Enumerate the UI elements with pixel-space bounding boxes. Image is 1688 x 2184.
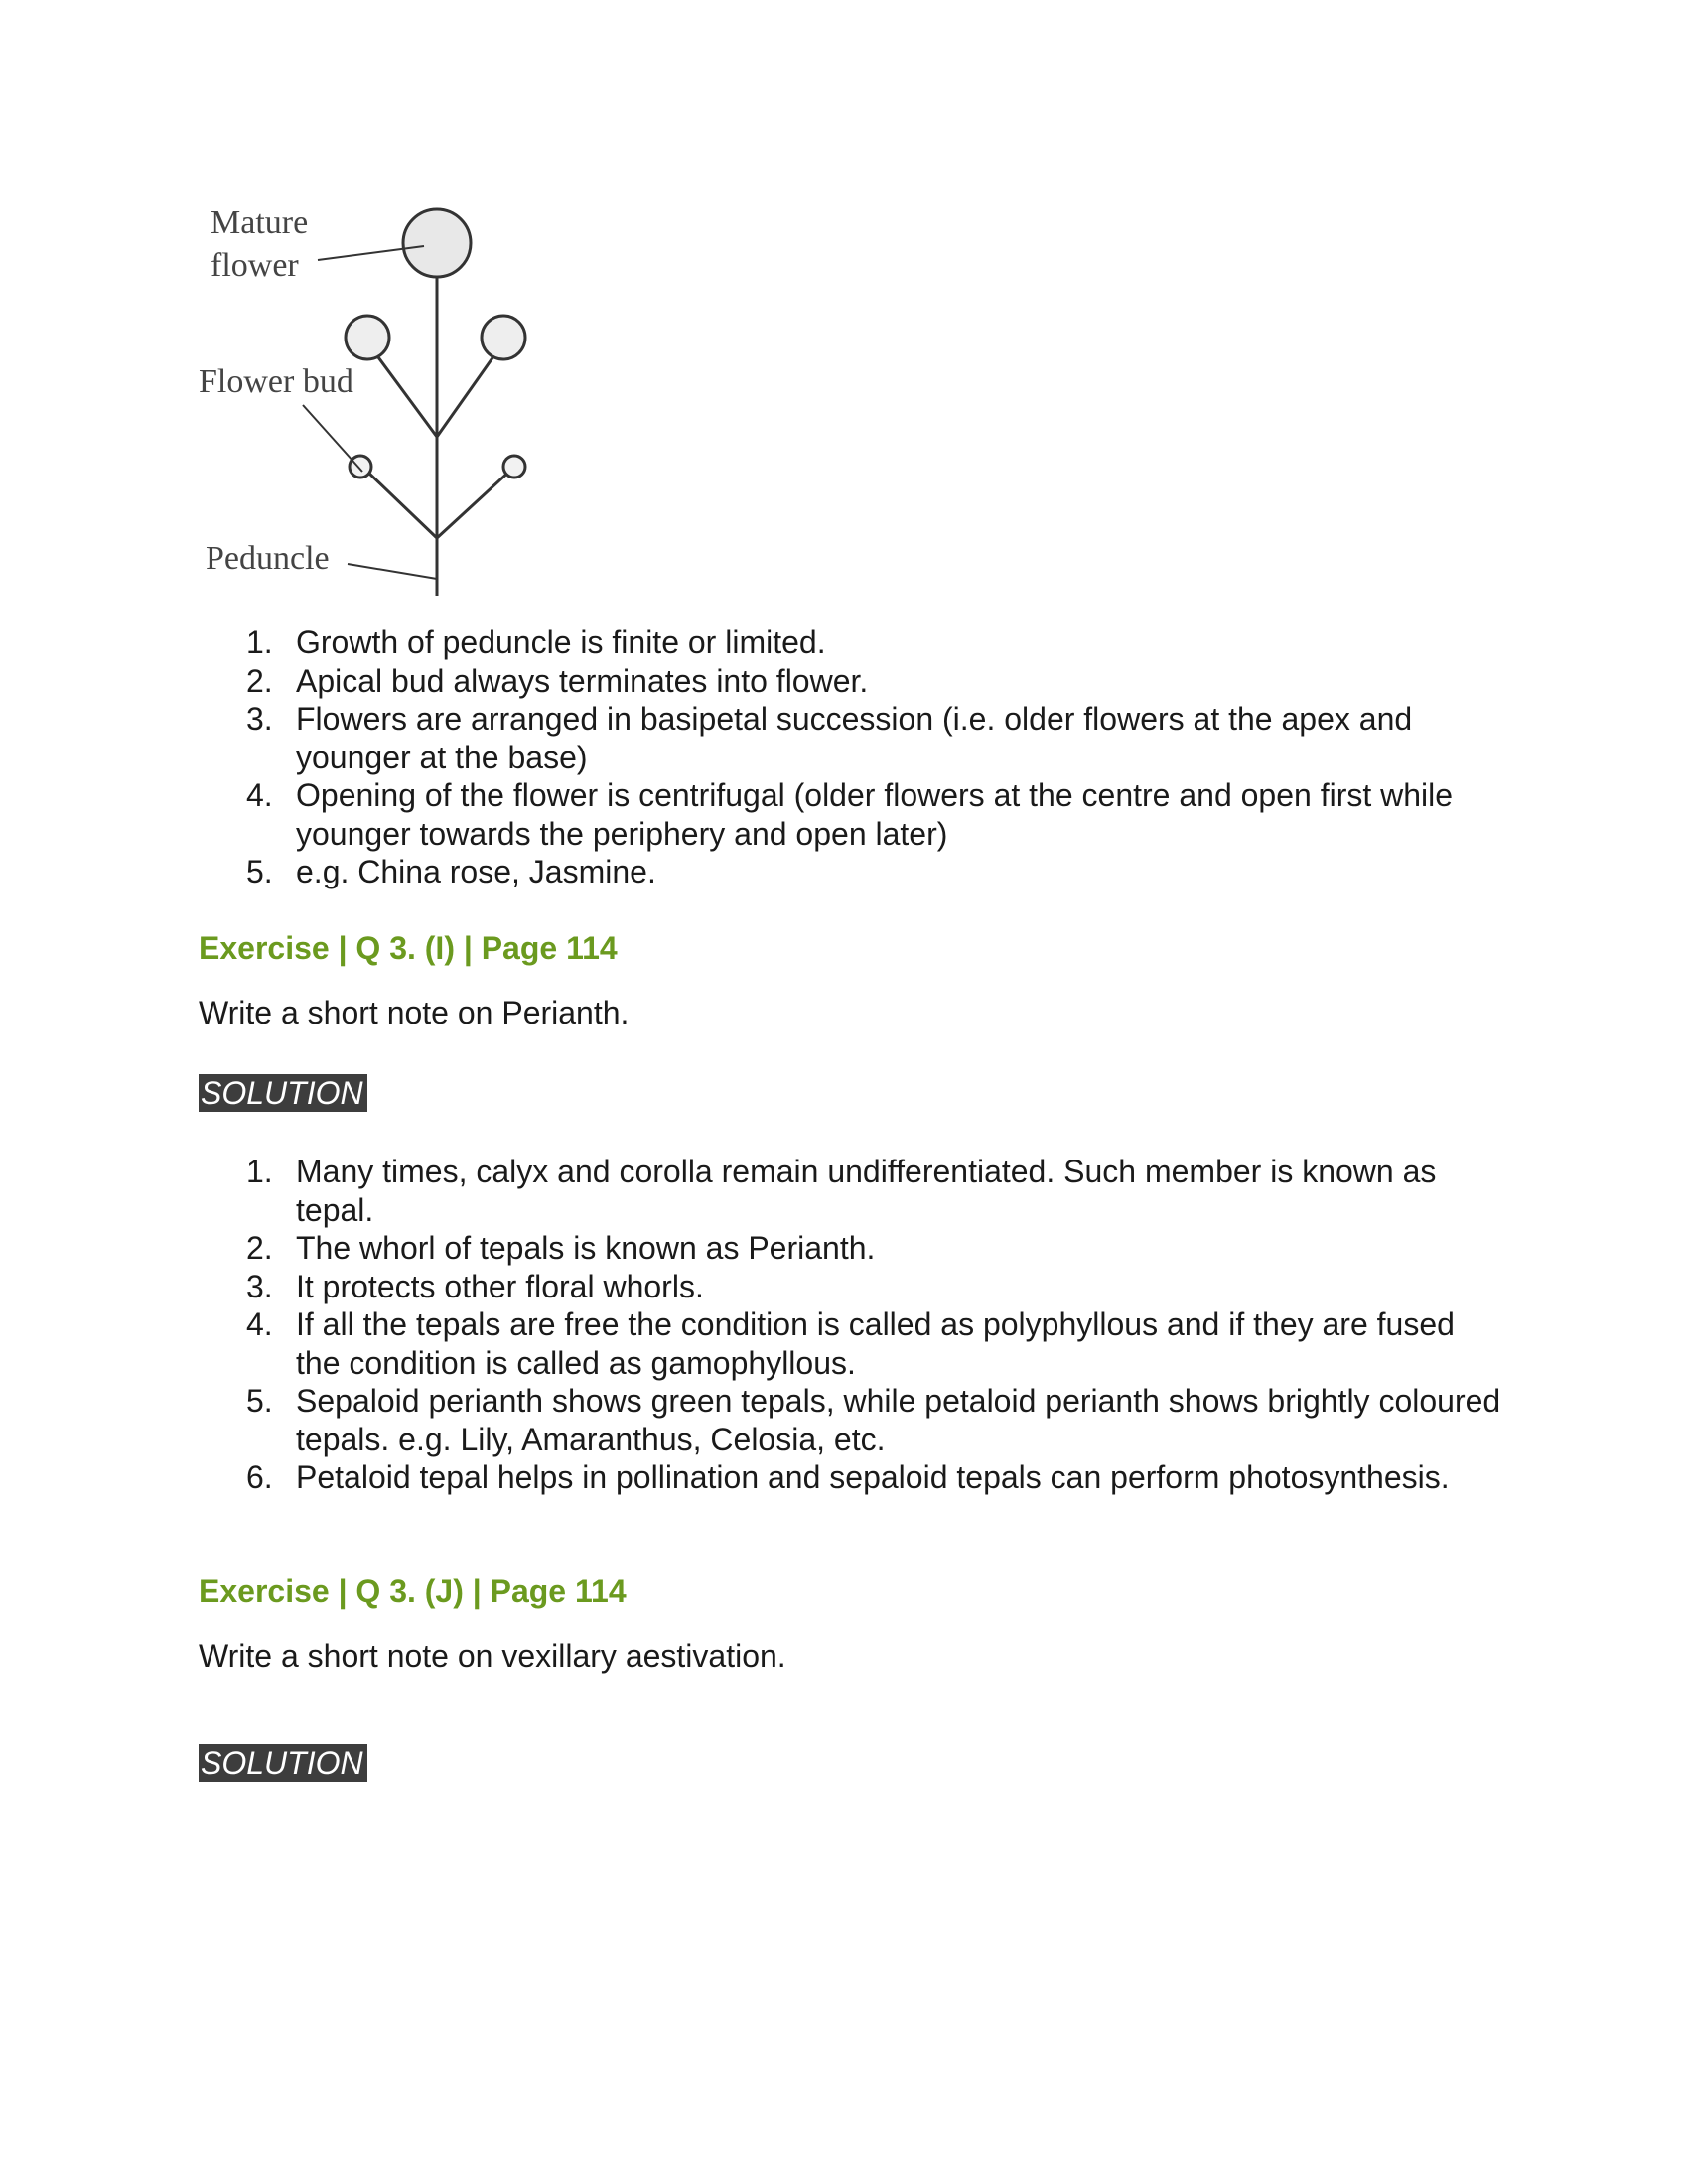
exercise-heading-q3j[interactable]: Exercise | Q 3. (J) | Page 114 <box>199 1573 627 1609</box>
lower-left-branch <box>365 470 437 538</box>
peduncle-label: Peduncle <box>206 540 330 577</box>
lower-left-bud <box>350 456 371 478</box>
list-item: 4. Opening of the flower is centrifugal (older flowers at the centre and open first while younger towards the periphery and open later) <box>246 777 1454 852</box>
mature-flower-label-line1: Mature <box>211 205 309 241</box>
list-item: 2. The whorl of tepals is known as Perianth. <box>246 1230 876 1266</box>
list-item: 5. Sepaloid perianth shows green tepals, while petaloid perianth shows brightly coloured tepals. e.g. Lily, Amaranthus, Celosia, etc. <box>246 1383 1501 1457</box>
mature-flower-label-line2: flower <box>211 247 299 284</box>
flower-bud-label: Flower bud <box>199 363 353 400</box>
flower-bud-pointer <box>303 405 362 472</box>
list-item: 4. If all the tepals are free the condition is called as polyphyllous and if they are fused the condition is called as gamophyllous. <box>246 1306 1455 1381</box>
mature-flower <box>403 209 471 277</box>
exercise-heading-q3i[interactable]: Exercise | Q 3. (I) | Page 114 <box>199 930 618 966</box>
question-vexillary: Write a short note on vexillary aestivation. <box>199 1638 786 1674</box>
inflorescence-figure <box>194 189 551 606</box>
question-perianth: Write a short note on Perianth. <box>199 995 630 1030</box>
perianth-solution-list <box>246 1153 1507 1497</box>
list-item: 1. Growth of peduncle is finite or limited. <box>246 624 826 660</box>
solution-label: SOLUTION <box>199 1074 367 1112</box>
upper-left-flower <box>346 316 389 359</box>
list-item: 3. Flowers are arranged in basipetal succession (i.e. older flowers at the apex and younger at the base) <box>246 701 1413 775</box>
cymose-features-list <box>246 623 1507 891</box>
lower-right-branch <box>437 470 511 538</box>
upper-right-flower <box>482 316 525 359</box>
list-item: 3. It protects other floral whorls. <box>246 1268 704 1304</box>
solution-label: SOLUTION <box>199 1744 367 1782</box>
inflorescence-diagram <box>194 189 551 606</box>
list-item: 1. Many times, calyx and corolla remain undifferentiated. Such member is known as tepal. <box>246 1154 1437 1228</box>
peduncle-pointer <box>348 564 437 579</box>
list-item: 6. Petaloid tepal helps in pollination and sepaloid tepals can perform photosynthesis. <box>246 1459 1450 1495</box>
lower-right-bud <box>503 456 525 478</box>
list-item: 5. e.g. China rose, Jasmine. <box>246 854 656 889</box>
list-item: 2. Apical bud always terminates into flower. <box>246 662 869 699</box>
